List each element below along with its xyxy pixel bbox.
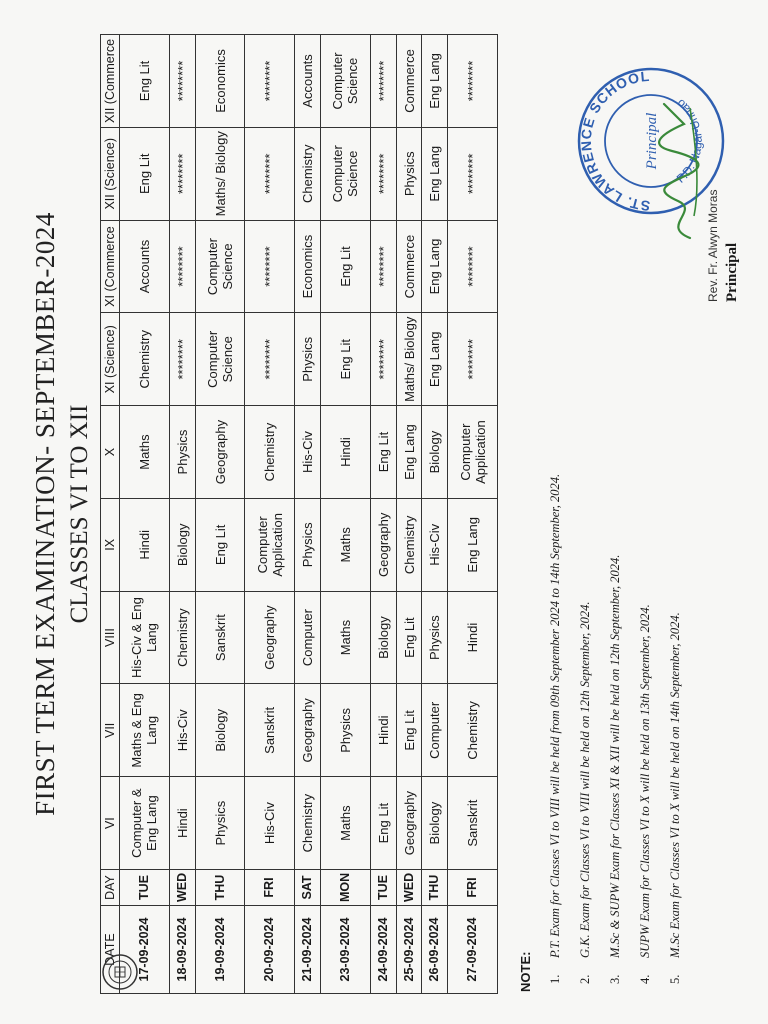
column-header: XII (Science) (101, 127, 120, 220)
subject-cell: His-Civ (245, 777, 295, 870)
table-row (245, 35, 295, 994)
note-text: P.T. Exam for Classes VI to VIII will be held from 09th September 2024 to 14th September, 2024. (548, 473, 562, 958)
note-text: M.Sc & SUPW Exam for Classes XI & XII will be held on 12th September, 2024. (608, 554, 622, 958)
subject-cell: ******** (448, 220, 498, 313)
subject-cell: Eng Lit (370, 777, 396, 870)
subject-cell: Maths (321, 777, 371, 870)
exam-day: MON (321, 870, 371, 906)
note-text: M.Sc Exam for Classes VI to X will be held on 14th September, 2024. (668, 612, 682, 958)
subject-cell: ******** (370, 220, 396, 313)
subject-cell: ******** (245, 127, 295, 220)
subject-cell: Physics (295, 313, 321, 406)
subject-cell: Physics (321, 684, 371, 777)
column-header: DAY (101, 870, 120, 906)
subject-cell: ******** (370, 313, 396, 406)
note-number: 1. (548, 974, 562, 984)
principal-signature-icon (650, 96, 710, 246)
seal-line1: ST. LAWRENCE SCHOOL (577, 67, 651, 215)
subject-cell: Eng Lit (321, 313, 371, 406)
subject-cell: Geography (396, 777, 422, 870)
subject-cell: Biology (195, 684, 245, 777)
subject-cell: Hindi (169, 777, 195, 870)
subject-cell: ******** (169, 35, 195, 128)
column-header: XI (Science) (101, 313, 120, 406)
subject-cell: Hindi (370, 684, 396, 777)
column-header: VI (101, 777, 120, 870)
subject-cell: Geography (295, 684, 321, 777)
exam-day: FRI (448, 870, 498, 906)
column-header: XI (Commerce (101, 220, 120, 313)
exam-date: 23-09-2024 (321, 906, 371, 994)
subject-cell: ******** (370, 35, 396, 128)
subject-cell: Eng Lang (396, 406, 422, 499)
subject-cell: His-Civ & Eng Lang (120, 591, 170, 684)
note-number: 3. (608, 974, 622, 984)
exam-schedule-table (100, 34, 498, 994)
subject-cell: Chemistry (295, 127, 321, 220)
subject-cell: Chemistry (396, 498, 422, 591)
column-header: XII (Commerce (101, 35, 120, 128)
exam-date: 26-09-2024 (422, 906, 448, 994)
subject-cell: Chemistry (295, 777, 321, 870)
subject-cell: ******** (169, 127, 195, 220)
exam-date: 25-09-2024 (396, 906, 422, 994)
note-heading: NOTE: (518, 951, 533, 992)
note-number: 4. (638, 974, 652, 984)
signatory-title: Principal (724, 242, 740, 302)
subject-cell: Computer Science (321, 127, 371, 220)
subject-cell: Commerce (396, 35, 422, 128)
subject-cell: Geography (195, 406, 245, 499)
subject-cell: Physics (169, 406, 195, 499)
exam-day: SAT (295, 870, 321, 906)
subject-cell: Computer Science (195, 220, 245, 313)
exam-date: 24-09-2024 (370, 906, 396, 994)
subject-cell: Computer (295, 591, 321, 684)
subject-cell: Commerce (396, 220, 422, 313)
subject-cell: Maths (120, 406, 170, 499)
subject-cell: Eng Lang (422, 313, 448, 406)
subject-cell: Computer (422, 684, 448, 777)
subject-cell: Eng Lit (370, 406, 396, 499)
exam-day: THU (422, 870, 448, 906)
note-text: SUPW Exam for Classes VI to X will be held on 13th September, 2024. (638, 604, 652, 958)
table-row (448, 35, 498, 994)
table-row (370, 35, 396, 994)
table-row (295, 35, 321, 994)
seal-line2: Principal (644, 112, 660, 170)
subject-cell: Computer Science (195, 313, 245, 406)
subject-cell: Computer Science (321, 35, 371, 128)
subject-cell: ******** (169, 313, 195, 406)
subject-cell: ******** (245, 35, 295, 128)
subject-cell: Eng Lit (321, 220, 371, 313)
subject-cell: ******** (448, 313, 498, 406)
table-row (321, 35, 371, 994)
subject-cell: His-Civ (295, 406, 321, 499)
exam-day: THU (195, 870, 245, 906)
subject-cell: Eng Lit (195, 498, 245, 591)
column-header: VIII (101, 591, 120, 684)
subject-cell: Sanskrit (448, 777, 498, 870)
subject-cell: Eng Lang (448, 498, 498, 591)
subject-cell: Physics (295, 498, 321, 591)
exam-day: TUE (120, 870, 170, 906)
note-number: 5. (668, 974, 682, 984)
subject-cell: Hindi (120, 498, 170, 591)
table-row (422, 35, 448, 994)
subject-cell: ******** (370, 127, 396, 220)
subject-cell: ******** (169, 220, 195, 313)
exam-day: WED (396, 870, 422, 906)
subject-cell: Accounts (120, 220, 170, 313)
subject-cell: Accounts (295, 35, 321, 128)
subject-cell: Economics (195, 35, 245, 128)
subject-cell: Maths (321, 498, 371, 591)
exam-subtitle: CLASSES VI TO XII (66, 404, 93, 624)
exam-date: 20-09-2024 (245, 906, 295, 994)
subject-cell: Sanskrit (195, 591, 245, 684)
column-header: VII (101, 684, 120, 777)
seal-line3: P.D. Nagar-Unnao (673, 96, 705, 186)
subject-cell: Physics (396, 127, 422, 220)
subject-cell: Eng Lit (120, 127, 170, 220)
subject-cell: ******** (448, 35, 498, 128)
svg-text:ST. LAWRENCE SCHOOL (578, 68, 651, 214)
subject-cell: ******** (448, 127, 498, 220)
subject-cell: ******** (245, 220, 295, 313)
subject-cell: Geography (370, 498, 396, 591)
subject-cell: Chemistry (169, 591, 195, 684)
subject-cell: Geography (245, 591, 295, 684)
subject-cell: Chemistry (448, 684, 498, 777)
subject-cell: Maths & Eng Lang (120, 684, 170, 777)
column-header: X (101, 406, 120, 499)
subject-cell: Eng Lit (396, 591, 422, 684)
subject-cell: Biology (370, 591, 396, 684)
column-header: DATE (101, 906, 120, 994)
subject-cell: Hindi (321, 406, 371, 499)
subject-cell: Chemistry (245, 406, 295, 499)
school-logo-icon (100, 952, 140, 992)
exam-day: TUE (370, 870, 396, 906)
subject-cell: Computer Application (245, 498, 295, 591)
subject-cell: His-Civ (169, 684, 195, 777)
subject-cell: Sanskrit (245, 684, 295, 777)
subject-cell: Eng Lit (396, 684, 422, 777)
subject-cell: Maths (321, 591, 371, 684)
subject-cell: Biology (422, 777, 448, 870)
subject-cell: Eng Lang (422, 127, 448, 220)
exam-title: FIRST TERM EXAMINATION- SEPTEMBER-2024 (30, 212, 60, 816)
exam-date: 21-09-2024 (295, 906, 321, 994)
table-row (120, 35, 170, 994)
exam-date: 17-09-2024 (120, 906, 170, 994)
note-item (548, 52, 563, 992)
subject-cell: Eng Lit (120, 35, 170, 128)
table-row (396, 35, 422, 994)
signatory-name: Rev. Fr. Alwyn Moras (706, 189, 720, 302)
subject-cell: Eng Lang (422, 35, 448, 128)
table-row (169, 35, 195, 994)
subject-cell: His-Civ (422, 498, 448, 591)
table-row (195, 35, 245, 994)
subject-cell: ******** (245, 313, 295, 406)
subject-cell: Biology (422, 406, 448, 499)
subject-cell: Hindi (448, 591, 498, 684)
note-text: G.K. Exam for Classes VI to VIII will be held on 12th September, 2024. (578, 601, 592, 958)
subject-cell: Computer & Eng Lang (120, 777, 170, 870)
subject-cell: Computer Application (448, 406, 498, 499)
exam-date: 27-09-2024 (448, 906, 498, 994)
subject-cell: Biology (169, 498, 195, 591)
exam-day: FRI (245, 870, 295, 906)
subject-cell: Chemistry (120, 313, 170, 406)
note-number: 2. (578, 974, 592, 984)
subject-cell: Physics (195, 777, 245, 870)
exam-day: WED (169, 870, 195, 906)
subject-cell: Eng Lang (422, 220, 448, 313)
subject-cell: Economics (295, 220, 321, 313)
exam-date: 18-09-2024 (169, 906, 195, 994)
column-header: IX (101, 498, 120, 591)
subject-cell: Maths/ Biology (195, 127, 245, 220)
subject-cell: Physics (422, 591, 448, 684)
exam-date: 19-09-2024 (195, 906, 245, 994)
subject-cell: Maths/ Biology (396, 313, 422, 406)
table-header-row (101, 35, 120, 994)
